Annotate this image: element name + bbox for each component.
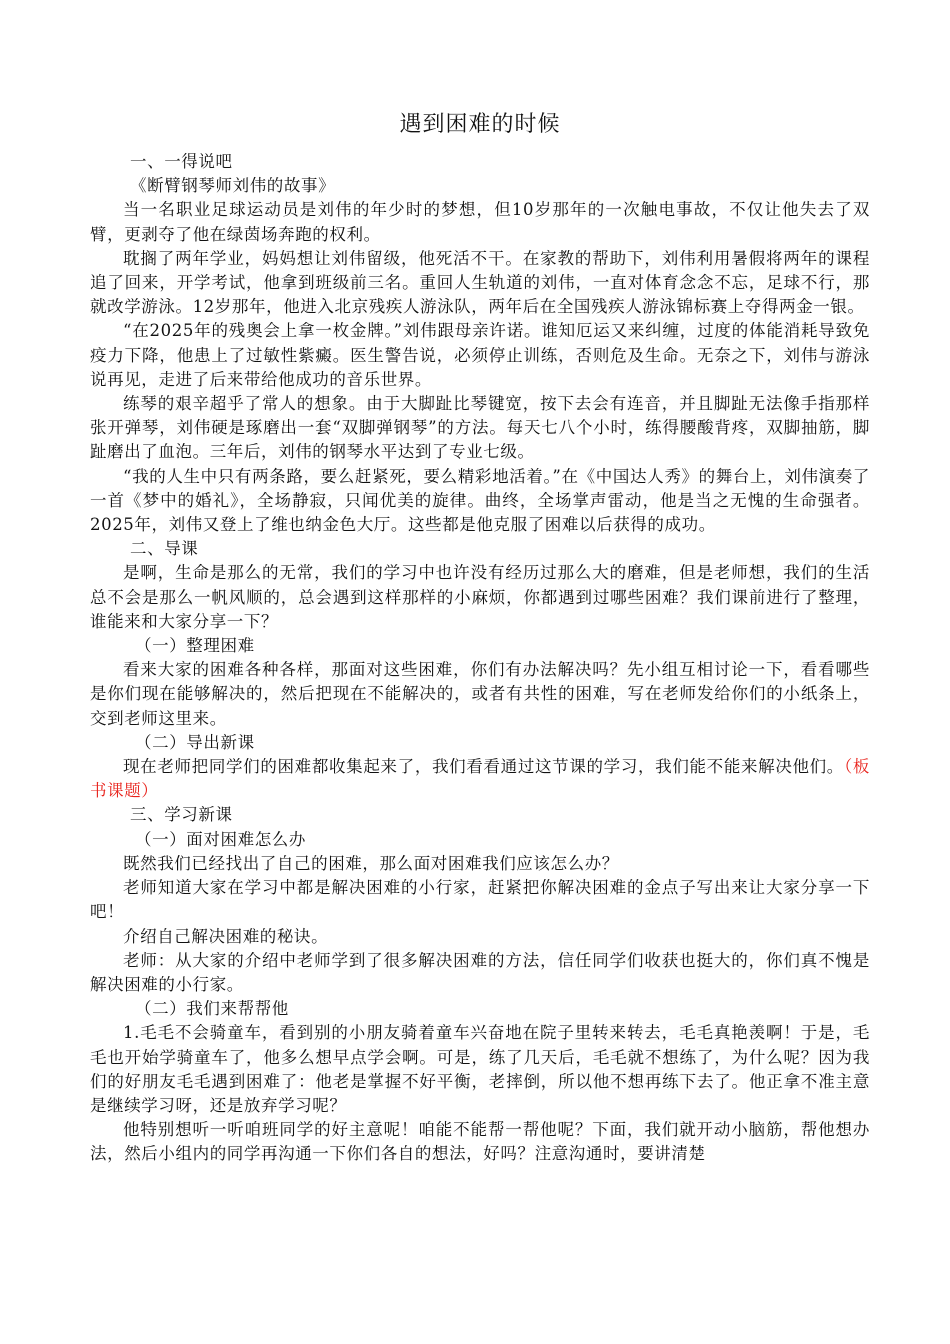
section-1-heading: 一、一得说吧 bbox=[130, 152, 233, 171]
section-2-sub2-text: 现在老师把同学们的困难都收集起来了，我们看看通过这节课的学习，我们能不能来解决他们。 bbox=[123, 757, 844, 777]
story-paragraph: 当一名职业足球运动员是刘伟的年少时的梦想，但10岁那年的一次触电事故，不仅让他失去了双臂，更剥夺了他在绿茵场奔跑的权利。 bbox=[90, 200, 870, 244]
section-2-intro: 是啊，生命是那么的无常，我们的学习中也许没有经历过那么大的磨难，但是老师想，我们的生活总不会是那么一帆风顺的，总会遇到这样那样的小麻烦，你都遇到过哪些困难？我们课前进行了整理，谁能来和大家分享一下？ bbox=[90, 563, 870, 631]
story-title: 《断臂钢琴师刘伟的故事》 bbox=[130, 176, 336, 196]
section-3-sub2-heading: （二）我们来帮帮他 bbox=[135, 999, 289, 1019]
section-3-heading: 三、学习新课 bbox=[130, 805, 233, 825]
section-2-sub2-heading: （二）导出新课 bbox=[135, 732, 255, 752]
story-paragraph: “我的人生中只有两条路，要么赶紧死，要么精彩地活着。”在《中国达人秀》的舞台上，刘伟演奏了一首《梦中的婚礼》，全场静寂，只闻优美的旋律。曲终，全场掌声雷动，他是当之无愧的生命强者。2025年，刘伟又登上了维也纳金色大厅。这些都是他克服了困难以后获得的成功。 bbox=[90, 466, 870, 535]
section-3-sub1-heading: （一）面对困难怎么办 bbox=[135, 829, 306, 849]
story-paragraph: 练琴的艰辛超乎了常人的想象。由于大脚趾比琴键宽，按下去会有连音，并且脚趾无法像手指那样张开弹琴，刘伟硬是琢磨出一套“双脚弹钢琴”的方法。每天七八个小时，练得腰酸背疼，双脚抽筋，脚趾磨出了血泡。三年后，刘伟的钢琴水平达到了专业七级。 bbox=[90, 394, 870, 462]
section-2-sub2-paragraph bbox=[90, 755, 870, 803]
section-3-sub1-paragraph: 介绍自己解决困难的秘诀。 bbox=[123, 926, 329, 946]
section-3-sub1-paragraph: 老师知道大家在学习中都是解决困难的小行家，赶紧把你解决困难的金点子写出来让大家分享一下吧！ bbox=[90, 878, 870, 922]
section-3-sub1-paragraph: 老师：从大家的介绍中老师学到了很多解决困难的方法，信任同学们收获也挺大的，你们真不愧是解决困难的小行家。 bbox=[90, 950, 870, 994]
section-3-sub2-paragraph: 他特别想听一听咱班同学的好主意呢！咱能不能帮一帮他呢？下面，我们就开动小脑筋，帮他想办法，然后小组内的同学再沟通一下你们各自的想法，好吗？注意沟通时，要讲清楚 bbox=[90, 1120, 870, 1164]
section-2-sub1-text: 看来大家的困难各种各样，那面对这些困难，你们有办法解决吗？先小组互相讨论一下，看看哪些是你们现在能够解决的，然后把现在不能解决的，或者有共性的困难，写在老师发给你们的小纸条上，交到老师这里来。 bbox=[90, 660, 870, 728]
section-3-sub1-paragraph: 既然我们已经找出了自己的困难，那么面对困难我们应该怎么办？ bbox=[123, 853, 619, 873]
section-2-sub1-heading: （一）整理困难 bbox=[135, 636, 255, 656]
section-3-sub2-paragraph: 1.毛毛不会骑童车，看到别的小朋友骑着童车兴奋地在院子里转来转去，毛毛真艳羡啊！于是，毛毛也开始学骑童车了，他多么想早点学会啊。可是，练了几天后，毛毛就不想练了，为什么呢？因为我们的好朋友毛毛遇到困难了：他老是掌握不好平衡，老摔倒，所以他不想再练下去了。他正拿不准主意是继续学习呀，还是放弃学习呢？ bbox=[90, 1023, 870, 1115]
section-2-heading: 二、导课 bbox=[130, 539, 199, 559]
story-paragraph: 耽搁了两年学业，妈妈想让刘伟留级，他死活不干。在家教的帮助下，刘伟利用暑假将两年的课程追了回来，开学考试，他拿到班级前三名。重回人生轨道的刘伟，一直对体育念念不忘，足球不行，那就改学游泳。12岁那年，他进入北京残疾人游泳队，两年后在全国残疾人游泳锦标赛上夺得两金一银。 bbox=[90, 248, 870, 317]
page-title: 遇到困难的时候 bbox=[399, 112, 561, 137]
document-body bbox=[90, 150, 870, 1167]
story-paragraph: “在2025年的残奥会上拿一枚金牌。”刘伟跟母亲许诺。谁知厄运又来纠缠，过度的体能消耗导致免疫力下降，他患上了过敏性紫癜。医生警告说，必须停止训练，否则危及生命。无奈之下，刘伟与游泳说再见，走进了后来带给他成功的音乐世界。 bbox=[90, 321, 870, 389]
board-note: （板书课题） bbox=[90, 757, 871, 801]
